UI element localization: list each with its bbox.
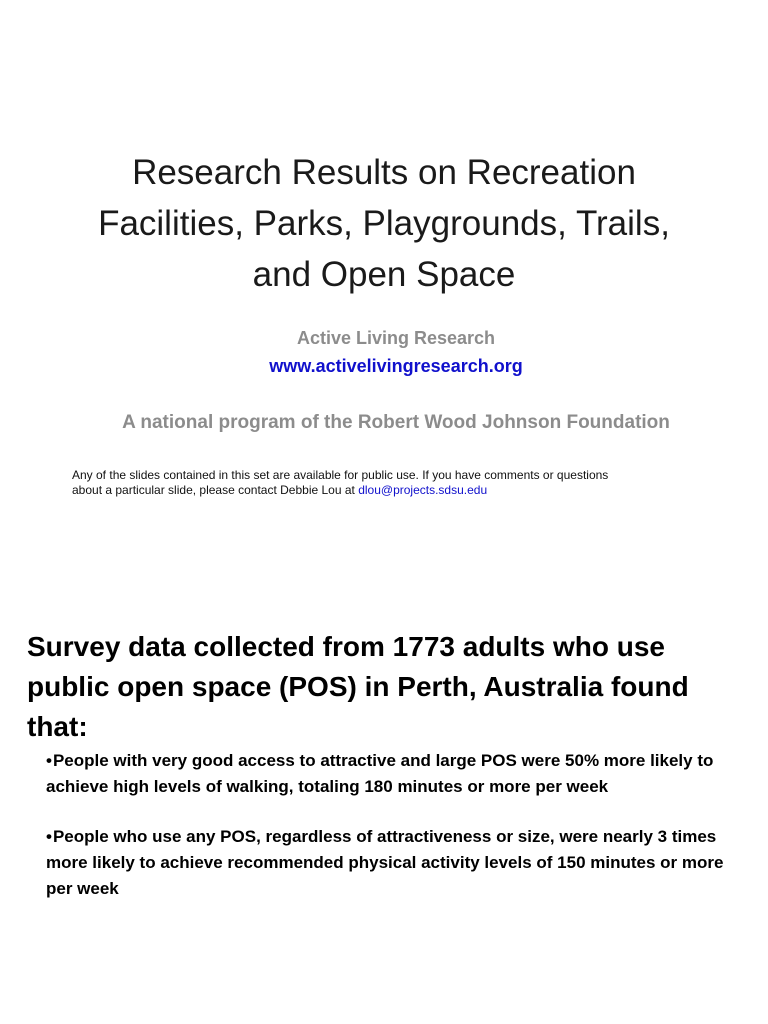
disclaimer-line-1: Any of the slides contained in this set are available for public use. If you have comments or questions bbox=[72, 468, 609, 482]
slide-title-line: Research Results on Recreation bbox=[132, 153, 636, 193]
slide-title bbox=[40, 147, 728, 300]
bullet-dot-icon: • bbox=[46, 827, 52, 846]
findings-list bbox=[46, 748, 736, 926]
organization-name: Active Living Research bbox=[296, 328, 496, 348]
contact-email-link[interactable]: dlou@projects.sdsu.edu bbox=[358, 483, 488, 497]
finding-text: People with very good access to attractive and large POS were 50% more likely to achieve high levels of walking, totaling 180 minutes or more per week bbox=[46, 751, 714, 796]
finding-item bbox=[46, 748, 736, 800]
finding-item bbox=[46, 824, 736, 902]
organization-website-link[interactable]: www.activelivingresearch.org bbox=[269, 356, 523, 376]
bullet-dot-icon: • bbox=[46, 751, 52, 770]
usage-disclaimer bbox=[72, 468, 722, 498]
slide-title-line: Facilities, Parks, Playgrounds, Trails, bbox=[98, 204, 670, 244]
survey-heading: Survey data collected from 1773 adults who use public open space (POS) in Perth, Australia found that: bbox=[27, 631, 689, 743]
survey-slide bbox=[0, 512, 768, 1024]
disclaimer-line-2: about a particular slide, please contact Debbie Lou at bbox=[72, 483, 355, 497]
program-statement: A national program of the Robert Wood Johnson Foundation bbox=[122, 412, 670, 433]
slide-title-line: and Open Space bbox=[252, 255, 516, 295]
finding-text: People who use any POS, regardless of attractiveness or size, were nearly 3 times more likely to achieve recommended physical activity levels of 150 minutes or more per week bbox=[46, 827, 724, 898]
